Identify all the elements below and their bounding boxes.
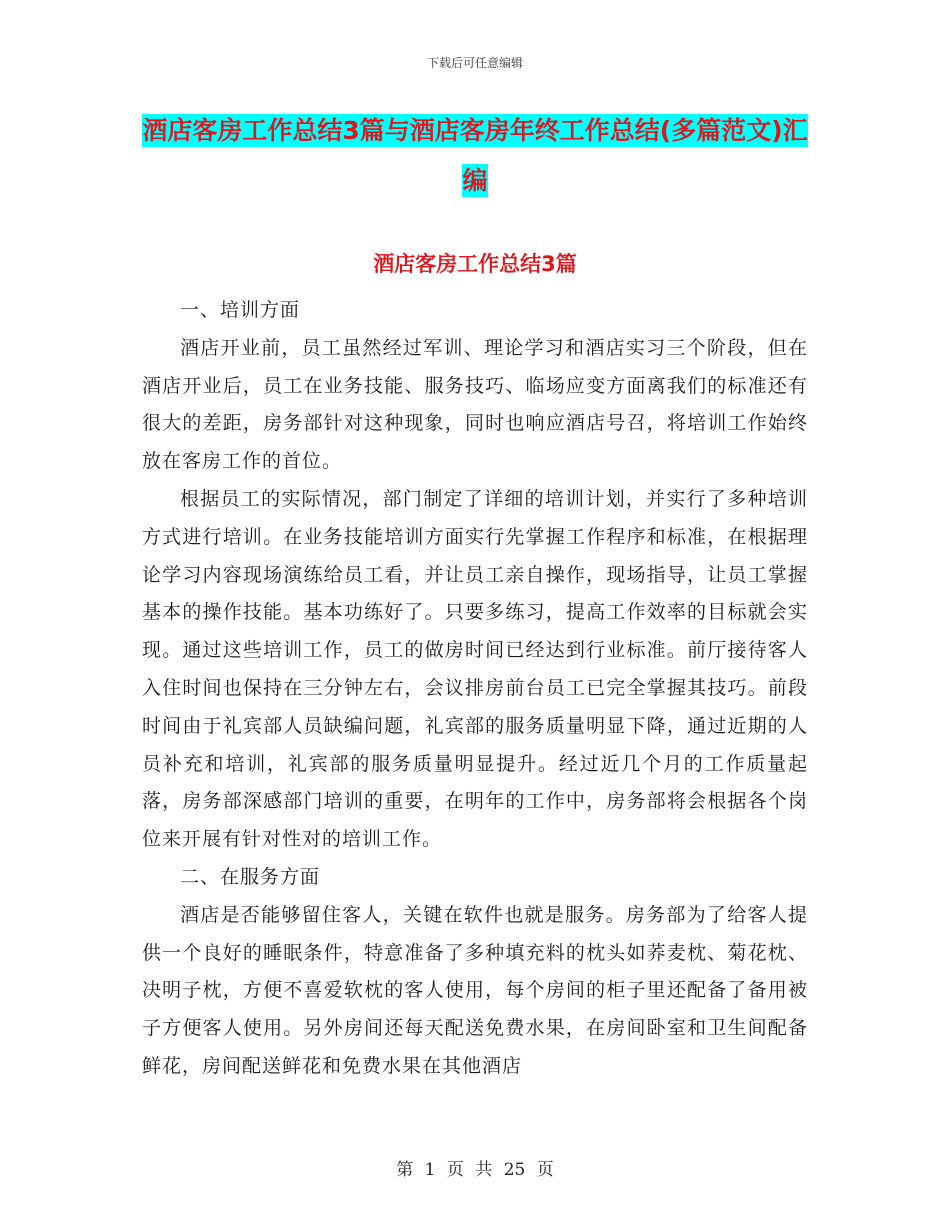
document-title	[140, 106, 810, 206]
paragraph: 酒店是否能够留住客人，关键在软件也就是服务。房务部为了给客人提供一个良好的睡眠条件，特意准备了多种填充料的枕头如荞麦枕、菊花枕、决明子枕，方便不喜爱软枕的客人使用，每个房间的柜子里还配备了备用被子方便客人使用。另外房间还每天配送免费水果，在房间卧室和卫生间配备鲜花，房间配送鲜花和免费水果在其他酒店	[142, 903, 808, 1077]
paragraph: 根据员工的实际情况，部门制定了详细的培训计划，并实行了多种培训方式进行培训。在业务技能培训方面实行先掌握工作程序和标准，在根据理论学习内容现场演练给员工看，并让员工亲自操作，现场指导，让员工掌握基本的操作技能。基本功练好了。只要多练习，提高工作效率的目标就会实现。通过这些培训工作，员工的做房时间已经达到行业标准。前厅接待客人入住时间也保持在三分钟左右，会议排房前台员工已完全掌握其技巧。前段时间由于礼宾部人员缺编问题，礼宾部的服务质量明显下降，通过近期的人员补充和培训，礼宾部的服务质量明显提升。经过近几个月的工作质量起落，房务部深感部门培训的重要，在明年的工作中，房务部将会根据各个岗位来开展有针对性对的培训工作。	[142, 487, 808, 851]
heading-service: 二、在服务方面	[180, 865, 321, 888]
header-note: 下载后可任意编辑	[426, 56, 523, 70]
page-footer: 第 1 页 共 25 页	[396, 1160, 554, 1180]
document-body	[142, 292, 808, 1086]
section-title: 酒店客房工作总结3篇	[373, 252, 577, 276]
heading-training: 一、培训方面	[180, 299, 301, 321]
document-title-text: 酒店客房工作总结3篇与酒店客房年终工作总结(多篇范文)汇编	[142, 116, 808, 195]
paragraph: 酒店开业前，员工虽然经过军训、理论学习和酒店实习三个阶段，但在酒店开业后，员工在业务技能、服务技巧、临场应变方面离我们的标准还有很大的差距，房务部针对这种现象，同时也响应酒店号召，将培训工作始终放在客房工作的首位。	[142, 336, 808, 473]
